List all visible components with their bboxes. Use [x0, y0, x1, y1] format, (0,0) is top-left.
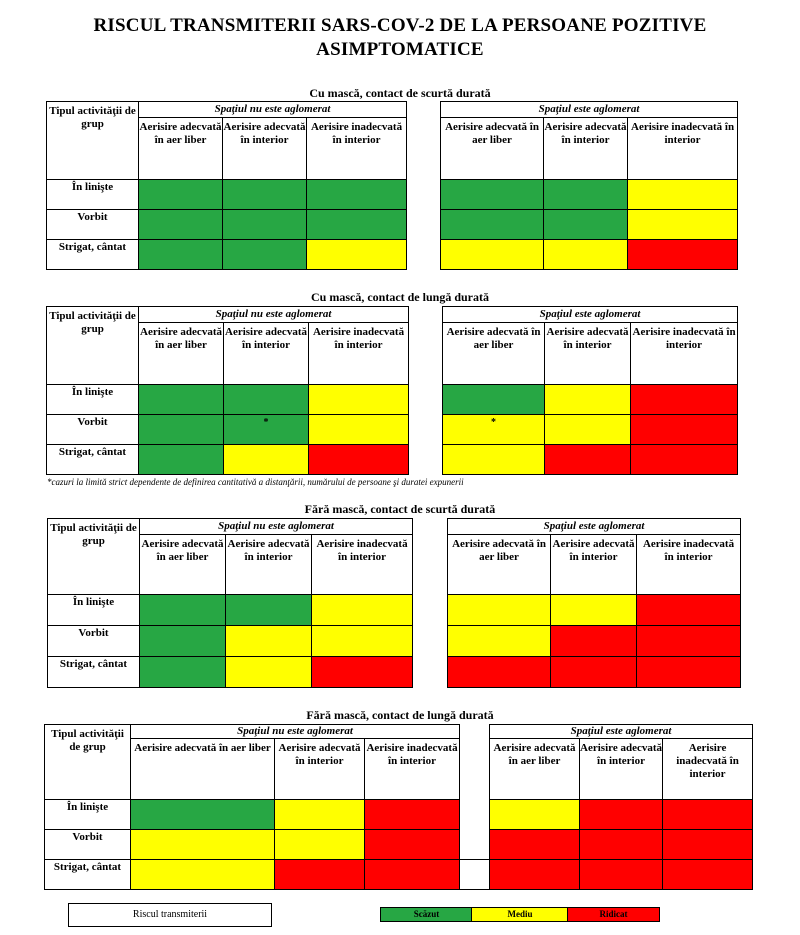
risk-cell [544, 180, 628, 210]
risk-cell [307, 240, 407, 270]
col-outdoor: Aerisire adecvată în aer liber [139, 118, 223, 180]
risk-cell [307, 180, 407, 210]
risk-cell [628, 180, 738, 210]
risk-cell [545, 385, 631, 415]
col-indoor-adequate: Aerisire adecvată în interior [275, 739, 365, 800]
risk-cell [580, 830, 663, 860]
risk-cell [275, 830, 365, 860]
legend-medium: Mediu [471, 907, 569, 922]
risk-cell [307, 210, 407, 240]
risk-cell [312, 626, 413, 657]
group-not-crowded: Spaţiul nu este aglomerat [140, 519, 413, 535]
risk-cell [580, 800, 663, 830]
risk-cell [637, 626, 741, 657]
risk-cell [631, 445, 738, 475]
risk-cell [309, 415, 409, 445]
col-indoor-adequate: Aerisire adecvată în interior [551, 535, 637, 595]
divider [460, 725, 490, 860]
divider [460, 860, 490, 890]
col-outdoor: Aerisire adecvată în aer liber [131, 739, 275, 800]
risk-table-2 [46, 306, 738, 475]
risk-cell [637, 657, 741, 688]
page-title [0, 14, 800, 62]
col-indoor-adequate: Aerisire adecvată în interior [580, 739, 663, 800]
col-indoor-adequate: Aerisire adecvată în interior [223, 118, 307, 180]
risk-cell [131, 860, 275, 890]
risk-cell [309, 385, 409, 415]
borderline-marker: * [263, 417, 269, 428]
legend-high: Ridicat [567, 907, 660, 922]
col-outdoor: Aerisire adecvată în aer liber [443, 323, 545, 385]
risk-cell [140, 657, 226, 688]
risk-table-3 [47, 518, 741, 688]
col-indoor-inadequate: Aerisire inadecvată în interior [307, 118, 407, 180]
col-indoor-adequate: Aerisire adecvată în interior [224, 323, 309, 385]
group-crowded: Spaţiul este aglomerat [443, 307, 738, 323]
footnote: *cazuri la limită strict dependente de definirea cantitativă a distanţării, numărului de persoane şi duratei expunerii [47, 477, 464, 487]
risk-cell [139, 180, 223, 210]
group-crowded: Spaţiul este aglomerat [490, 725, 753, 739]
risk-cell [551, 595, 637, 626]
col-outdoor: Aerisire adecvată în aer liber [140, 535, 226, 595]
risk-cell [139, 445, 224, 475]
risk-cell [139, 240, 223, 270]
row-header: Tipul activităţii de grup [47, 307, 139, 385]
risk-cell [226, 595, 312, 626]
group-not-crowded: Spaţiul nu este aglomerat [139, 102, 407, 118]
risk-cell [443, 415, 545, 445]
risk-table-1 [46, 101, 738, 270]
risk-cell [223, 210, 307, 240]
risk-cell [448, 626, 551, 657]
title-line-1: RISCUL TRANSMITERII SARS-COV-2 DE LA PERSOANE POZITIVE [93, 15, 707, 36]
legend-low: Scăzut [380, 907, 473, 922]
risk-cell [663, 830, 753, 860]
divider [407, 102, 441, 270]
risk-cell [490, 830, 580, 860]
row-label-quiet: În linişte [47, 385, 139, 415]
risk-cell [226, 657, 312, 688]
section-1-title: Cu mască, contact de scurtă durată [309, 86, 491, 100]
risk-cell [545, 445, 631, 475]
col-indoor-inadequate: Aerisire inadecvată în interior [663, 739, 753, 800]
col-indoor-inadequate: Aerisire inadecvată în interior [312, 535, 413, 595]
divider [413, 519, 448, 688]
risk-cell [631, 415, 738, 445]
borderline-marker: * [491, 417, 497, 428]
row-label-shout: Strigat, cântat [48, 657, 140, 688]
risk-cell [365, 830, 460, 860]
risk-cell [309, 445, 409, 475]
risk-cell [490, 860, 580, 890]
row-label-shout: Strigat, cântat [47, 240, 139, 270]
group-crowded: Spaţiul este aglomerat [448, 519, 741, 535]
risk-cell [441, 240, 544, 270]
risk-cell [551, 657, 637, 688]
group-crowded: Spaţiul este aglomerat [441, 102, 738, 118]
risk-cell [140, 595, 226, 626]
col-indoor-inadequate: Aerisire inadecvată în interior [628, 118, 738, 180]
risk-cell [312, 595, 413, 626]
risk-table-4 [44, 724, 753, 890]
risk-cell [223, 240, 307, 270]
section-3-title: Fără mască, contact de scurtă durată [304, 502, 496, 516]
row-label-quiet: În linişte [45, 800, 131, 830]
risk-cell [139, 210, 223, 240]
risk-cell [663, 860, 753, 890]
risk-cell [545, 415, 631, 445]
risk-cell [551, 626, 637, 657]
row-label-talk: Vorbit [48, 626, 140, 657]
risk-cell [628, 240, 738, 270]
risk-cell [490, 800, 580, 830]
risk-cell [224, 445, 309, 475]
col-indoor-inadequate: Aerisire inadecvată în interior [631, 323, 738, 385]
row-label-shout: Strigat, cântat [47, 445, 139, 475]
risk-cell [580, 860, 663, 890]
col-outdoor: Aerisire adecvată în aer liber [448, 535, 551, 595]
risk-cell [663, 800, 753, 830]
risk-cell [443, 445, 545, 475]
col-outdoor: Aerisire adecvată în aer liber [490, 739, 580, 800]
row-label-talk: Vorbit [45, 830, 131, 860]
risk-cell [441, 210, 544, 240]
risk-cell [275, 860, 365, 890]
risk-cell [275, 800, 365, 830]
col-outdoor: Aerisire adecvată în aer liber [139, 323, 224, 385]
row-label-quiet: În linişte [48, 595, 140, 626]
risk-cell [443, 385, 545, 415]
risk-cell [312, 657, 413, 688]
risk-cell [365, 800, 460, 830]
risk-cell [637, 595, 741, 626]
row-label-talk: Vorbit [47, 415, 139, 445]
row-label-shout: Strigat, cântat [45, 860, 131, 890]
row-label-quiet: În linişte [47, 180, 139, 210]
risk-cell [139, 415, 224, 445]
risk-cell [131, 830, 275, 860]
col-indoor-inadequate: Aerisire inadecvată în interior [365, 739, 460, 800]
group-not-crowded: Spaţiul nu este aglomerat [131, 725, 460, 739]
col-indoor-adequate: Aerisire adecvată în interior [544, 118, 628, 180]
risk-cell [448, 657, 551, 688]
risk-cell [631, 385, 738, 415]
row-header: Tipul activităţii de grup [48, 519, 140, 595]
risk-cell [131, 800, 275, 830]
row-header: Tipul activităţii de grup [45, 725, 131, 800]
risk-cell [448, 595, 551, 626]
risk-cell [544, 240, 628, 270]
risk-cell [441, 180, 544, 210]
section-2-title: Cu mască, contact de lungă durată [310, 290, 489, 304]
risk-cell [224, 415, 309, 445]
divider [409, 307, 443, 475]
section-4-title: Fără mască, contact de lungă durată [306, 708, 494, 722]
row-header: Tipul activităţii de grup [47, 102, 139, 180]
risk-cell [140, 626, 226, 657]
risk-cell [365, 860, 460, 890]
group-not-crowded: Spaţiul nu este aglomerat [139, 307, 409, 323]
title-line-2: ASIMPTOMATICE [316, 39, 484, 60]
risk-cell [544, 210, 628, 240]
risk-cell [226, 626, 312, 657]
col-outdoor: Aerisire adecvată în aer liber [441, 118, 544, 180]
risk-cell [224, 385, 309, 415]
col-indoor-adequate: Aerisire adecvată în interior [545, 323, 631, 385]
risk-cell [139, 385, 224, 415]
risk-cell [223, 180, 307, 210]
row-label-talk: Vorbit [47, 210, 139, 240]
col-indoor-adequate: Aerisire adecvată în interior [226, 535, 312, 595]
legend-label: Riscul transmiterii [68, 903, 272, 927]
risk-cell [628, 210, 738, 240]
col-indoor-inadequate: Aerisire inadecvată în interior [637, 535, 741, 595]
col-indoor-inadequate: Aerisire inadecvată în interior [309, 323, 409, 385]
